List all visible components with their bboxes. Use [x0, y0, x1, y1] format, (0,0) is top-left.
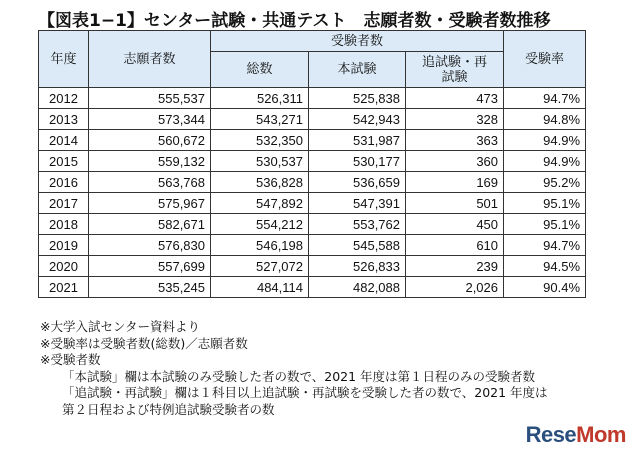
cell-makeup: 2,026 [406, 277, 504, 298]
cell-rate: 94.7% [504, 88, 586, 109]
cell-total: 543,271 [211, 109, 309, 130]
cell-rate: 94.9% [504, 130, 586, 151]
cell-year: 2016 [39, 172, 89, 193]
header-makeup-exam: 追試験・再試験 [406, 52, 504, 88]
cell-applicants: 555,537 [89, 88, 211, 109]
cell-applicants: 560,672 [89, 130, 211, 151]
cell-rate: 94.9% [504, 151, 586, 172]
table-row [39, 256, 586, 277]
cell-main: 542,943 [309, 109, 406, 130]
cell-main: 525,838 [309, 88, 406, 109]
header-examinees: 受験者数 [211, 31, 504, 52]
cell-total: 547,892 [211, 193, 309, 214]
cell-year: 2020 [39, 256, 89, 277]
header-year: 年度 [39, 31, 89, 88]
cell-applicants: 557,699 [89, 256, 211, 277]
cell-makeup: 360 [406, 151, 504, 172]
cell-year: 2012 [39, 88, 89, 109]
cell-applicants: 582,671 [89, 214, 211, 235]
header-total: 総数 [211, 52, 309, 88]
page-title: 【図表1−1】センター試験・共通テスト 志願者数・受験者数推移 [38, 11, 551, 31]
cell-main: 531,987 [309, 130, 406, 151]
note-examinees: ※受験者数 [40, 352, 101, 367]
cell-applicants: 576,830 [89, 235, 211, 256]
cell-rate: 94.7% [504, 235, 586, 256]
table-row [39, 151, 586, 172]
logo-text-1: Rese [525, 422, 577, 447]
resemom-logo [526, 422, 626, 448]
cell-main: 482,088 [309, 277, 406, 298]
cell-year: 2013 [39, 109, 89, 130]
logo-text-2: Mom [576, 422, 626, 447]
cell-year: 2021 [39, 277, 89, 298]
header-applicants: 志願者数 [89, 31, 211, 88]
cell-year: 2018 [39, 214, 89, 235]
header-main-exam: 本試験 [309, 52, 406, 88]
cell-main: 553,762 [309, 214, 406, 235]
cell-year: 2017 [39, 193, 89, 214]
header-rate: 受験率 [504, 31, 586, 88]
cell-rate: 95.1% [504, 214, 586, 235]
cell-makeup: 501 [406, 193, 504, 214]
cell-total: 530,537 [211, 151, 309, 172]
table-row [39, 193, 586, 214]
cell-rate: 95.1% [504, 193, 586, 214]
cell-rate: 90.4% [504, 277, 586, 298]
note-main-exam: 「本試験」欄は本試験のみ受験した者の数で、2021 年度は第１日程のみの受験者数 [62, 368, 536, 384]
cell-total: 536,828 [211, 172, 309, 193]
cell-makeup: 450 [406, 214, 504, 235]
cell-rate: 94.5% [504, 256, 586, 277]
cell-makeup: 169 [406, 172, 504, 193]
cell-total: 532,350 [211, 130, 309, 151]
cell-makeup: 328 [406, 109, 504, 130]
table-row [39, 277, 586, 298]
cell-year: 2014 [39, 130, 89, 151]
cell-applicants: 559,132 [89, 151, 211, 172]
cell-main: 536,659 [309, 172, 406, 193]
cell-main: 545,588 [309, 235, 406, 256]
cell-makeup: 363 [406, 130, 504, 151]
cell-applicants: 563,768 [89, 172, 211, 193]
cell-rate: 95.2% [504, 172, 586, 193]
cell-makeup: 239 [406, 256, 504, 277]
cell-total: 526,311 [211, 88, 309, 109]
table-row [39, 109, 586, 130]
cell-rate: 94.8% [504, 109, 586, 130]
cell-applicants: 573,344 [89, 109, 211, 130]
cell-total: 484,114 [211, 277, 309, 298]
cell-main: 526,833 [309, 256, 406, 277]
table-row [39, 172, 586, 193]
table-row [39, 88, 586, 109]
cell-year: 2019 [39, 235, 89, 256]
cell-applicants: 575,967 [89, 193, 211, 214]
cell-total: 554,212 [211, 214, 309, 235]
cell-makeup: 473 [406, 88, 504, 109]
note-makeup-exam-2: 第２日程および特例追試験受験者の数 [62, 401, 275, 417]
footnotes [40, 319, 548, 418]
table-row [39, 214, 586, 235]
cell-main: 547,391 [309, 193, 406, 214]
cell-main: 530,177 [309, 151, 406, 172]
cell-year: 2015 [39, 151, 89, 172]
note-makeup-exam-1: 「追試験・再試験」欄は１科目以上追試験・再試験を受験した者の数で、2021 年度は [62, 385, 548, 400]
cell-total: 546,198 [211, 235, 309, 256]
table-row [39, 130, 586, 151]
table-row [39, 235, 586, 256]
applicants-table [38, 30, 586, 298]
cell-total: 527,072 [211, 256, 309, 277]
note-source: ※大学入試センター資料より [40, 319, 200, 334]
cell-applicants: 535,245 [89, 277, 211, 298]
note-rate: ※受験率は受験者数(総数)／志願者数 [40, 335, 248, 351]
cell-makeup: 610 [406, 235, 504, 256]
